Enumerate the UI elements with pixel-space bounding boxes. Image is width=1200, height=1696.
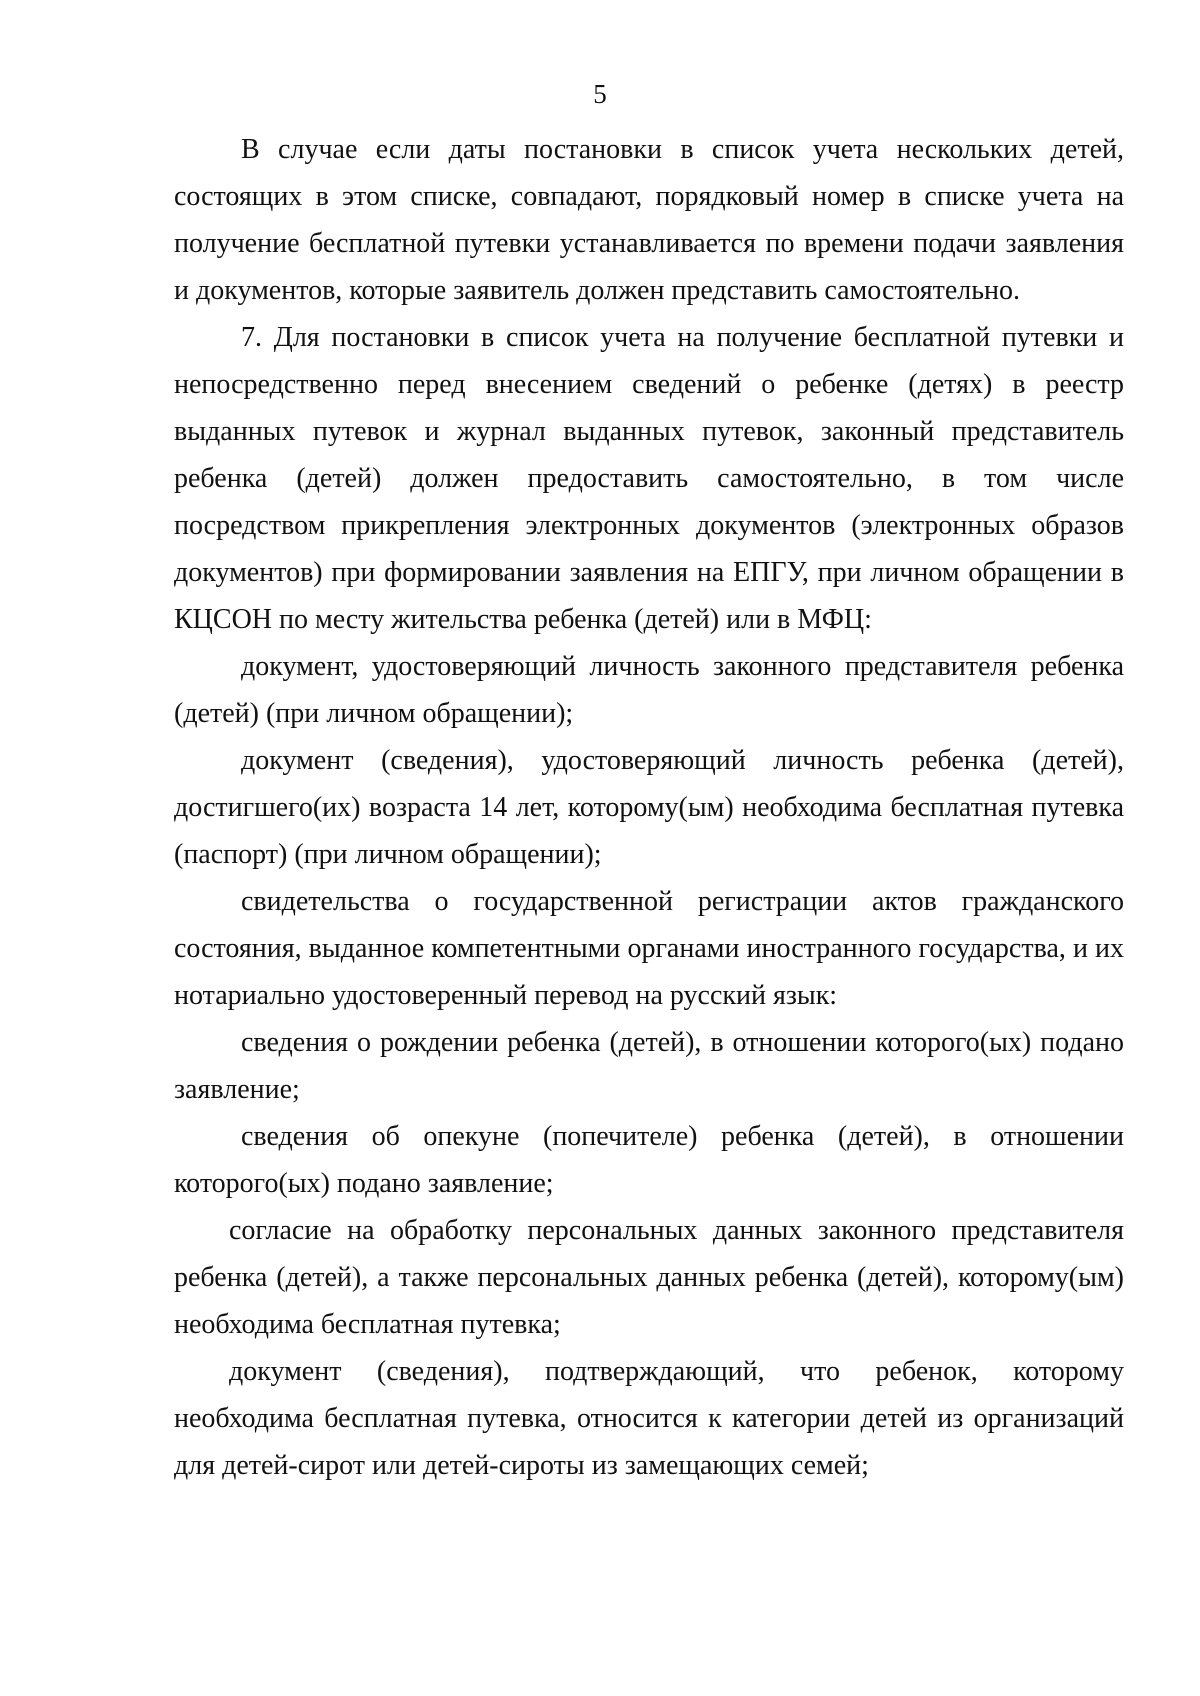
- list-item-consent: согласие на обработку персональных данных законного представителя ребенка (детей), а также персональных данных ребенка (детей), которому(ым) необходима бесплатная путевка;: [174, 1215, 1124, 1340]
- list-item-guardian-info: сведения об опекуне (попечителе) ребенка (детей), в отношении которого(ых) подано заявление;: [174, 1121, 1124, 1199]
- list-item-foreign-certificates: свидетельства о государственной регистрации актов гражданского состояния, выданное компетентными органами иностранного государства, и их нотариально удостоверенный перевод на русский язык:: [174, 886, 1124, 1011]
- list-item-birth-info: сведения о рождении ребенка (детей), в отношении которого(ых) подано заявление;: [174, 1027, 1124, 1105]
- paragraph-item-7: 7. Для постановки в список учета на получение бесплатной путевки и непосредственно перед внесением сведений о ребенке (детях) в реестр выданных путевок и журнал выданных путевок, законный представитель ребенка (детей) должен предоставить самостоятельно, в том числе посредством прикрепления электронных документов (электронных образов документов) при формировании заявления на ЕПГУ, при личном обращении в КЦСОН по месту жительства ребенка (детей) или в МФЦ:: [174, 322, 1124, 635]
- list-item-orphan-category: документ (сведения), подтверждающий, что ребенок, которому необходима бесплатная путевка, относится к категории детей из организаций для детей-сирот или детей-сироты из замещающих семей;: [174, 1356, 1124, 1481]
- page-number: 5: [593, 79, 607, 109]
- paragraph-same-date-order: В случае если даты постановки в список учета нескольких детей, состоящих в этом списке, совпадают, порядковый номер в списке учета на получение бесплатной путевки устанавливается по времени подачи заявления и документов, которые заявитель должен представить самостоятельно.: [174, 134, 1124, 306]
- list-item-representative-id: документ, удостоверяющий личность законного представителя ребенка (детей) (при личном обращении);: [174, 651, 1124, 729]
- document-body: [174, 126, 1124, 1489]
- list-item-child-id: документ (сведения), удостоверяющий личность ребенка (детей), достигшего(их) возраста 14 лет, которому(ым) необходима бесплатная путевка (паспорт) (при личном обращении);: [174, 745, 1124, 870]
